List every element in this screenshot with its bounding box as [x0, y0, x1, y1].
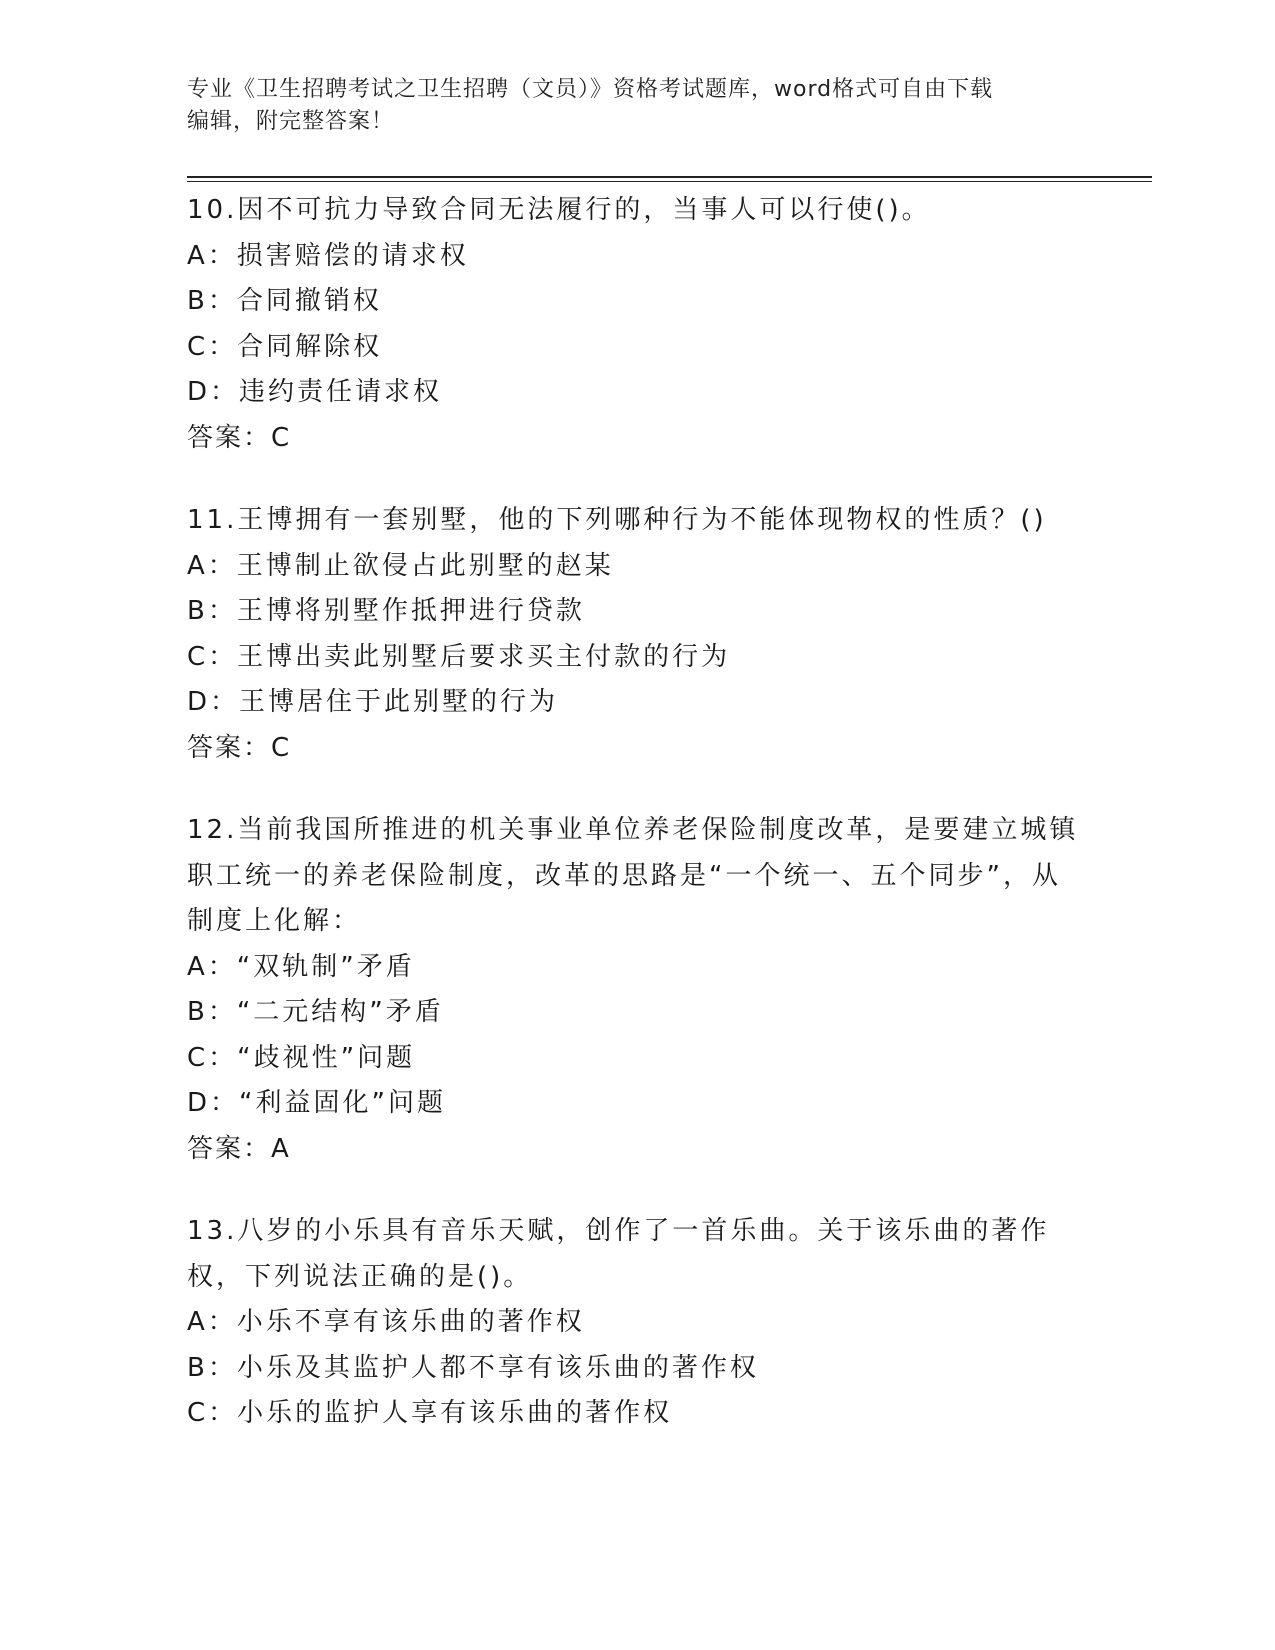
option-a: A：“双轨制”矛盾 [187, 951, 415, 982]
answer-line: 答案：C [187, 732, 292, 763]
question-stem: 12.当前我国所推进的机关事业单位养老保险制度改革，是要建立城镇职工统一的养老保险制度，改革的思路是“一个统一、五个同步”，从制度上化解： [187, 815, 1079, 936]
option-c: C：“歧视性”问题 [187, 1042, 416, 1073]
option-a: A：小乐不享有该乐曲的著作权 [187, 1307, 585, 1337]
option-d: D：违约责任请求权 [187, 377, 443, 407]
question-list [187, 188, 1087, 1474]
question-stem: 11.王博拥有一套别墅，他的下列哪种行为不能体现物权的性质？() [187, 505, 1047, 535]
option-c: C：合同解除权 [187, 331, 383, 362]
answer-line: 答案：C [187, 422, 292, 453]
header-line-2: 编辑，附完整答案！ [187, 109, 395, 134]
option-d: D：王博居住于此别墅的行为 [187, 687, 559, 717]
answer-line: 答案：A [187, 1133, 291, 1164]
document-header [187, 74, 1067, 138]
question-13 [187, 1209, 1087, 1437]
option-b: B：“二元结构”矛盾 [187, 997, 444, 1027]
option-a: A：王博制止欲侵占此别墅的赵某 [187, 550, 614, 581]
option-b: B：合同撤销权 [187, 286, 382, 316]
option-b: B：王博将别墅作抵押进行贷款 [187, 596, 585, 626]
header-divider-bottom [187, 181, 1152, 182]
option-a: A：损害赔偿的请求权 [187, 240, 469, 271]
question-stem: 10.因不可抗力导致合同无法履行的，当事人可以行使()。 [187, 195, 931, 225]
option-b: B：小乐及其监护人都不享有该乐曲的著作权 [187, 1352, 759, 1383]
question-10 [187, 188, 1087, 461]
option-c: C：王博出卖此别墅后要求买主付款的行为 [187, 641, 731, 672]
question-stem: 13.八岁的小乐具有音乐天赋，创作了一首乐曲。关于该乐曲的著作权，下列说法正确的是()。 [187, 1216, 1050, 1292]
question-11 [187, 498, 1087, 771]
option-d: D：“利益固化”问题 [187, 1088, 446, 1118]
option-c: C：小乐的监护人享有该乐曲的著作权 [187, 1398, 673, 1428]
header-divider-top [187, 176, 1152, 178]
question-12 [187, 808, 1087, 1172]
header-line-1: 专业《卫生招聘考试之卫生招聘（文员）》资格考试题库，word格式可自由下载 [187, 77, 994, 102]
